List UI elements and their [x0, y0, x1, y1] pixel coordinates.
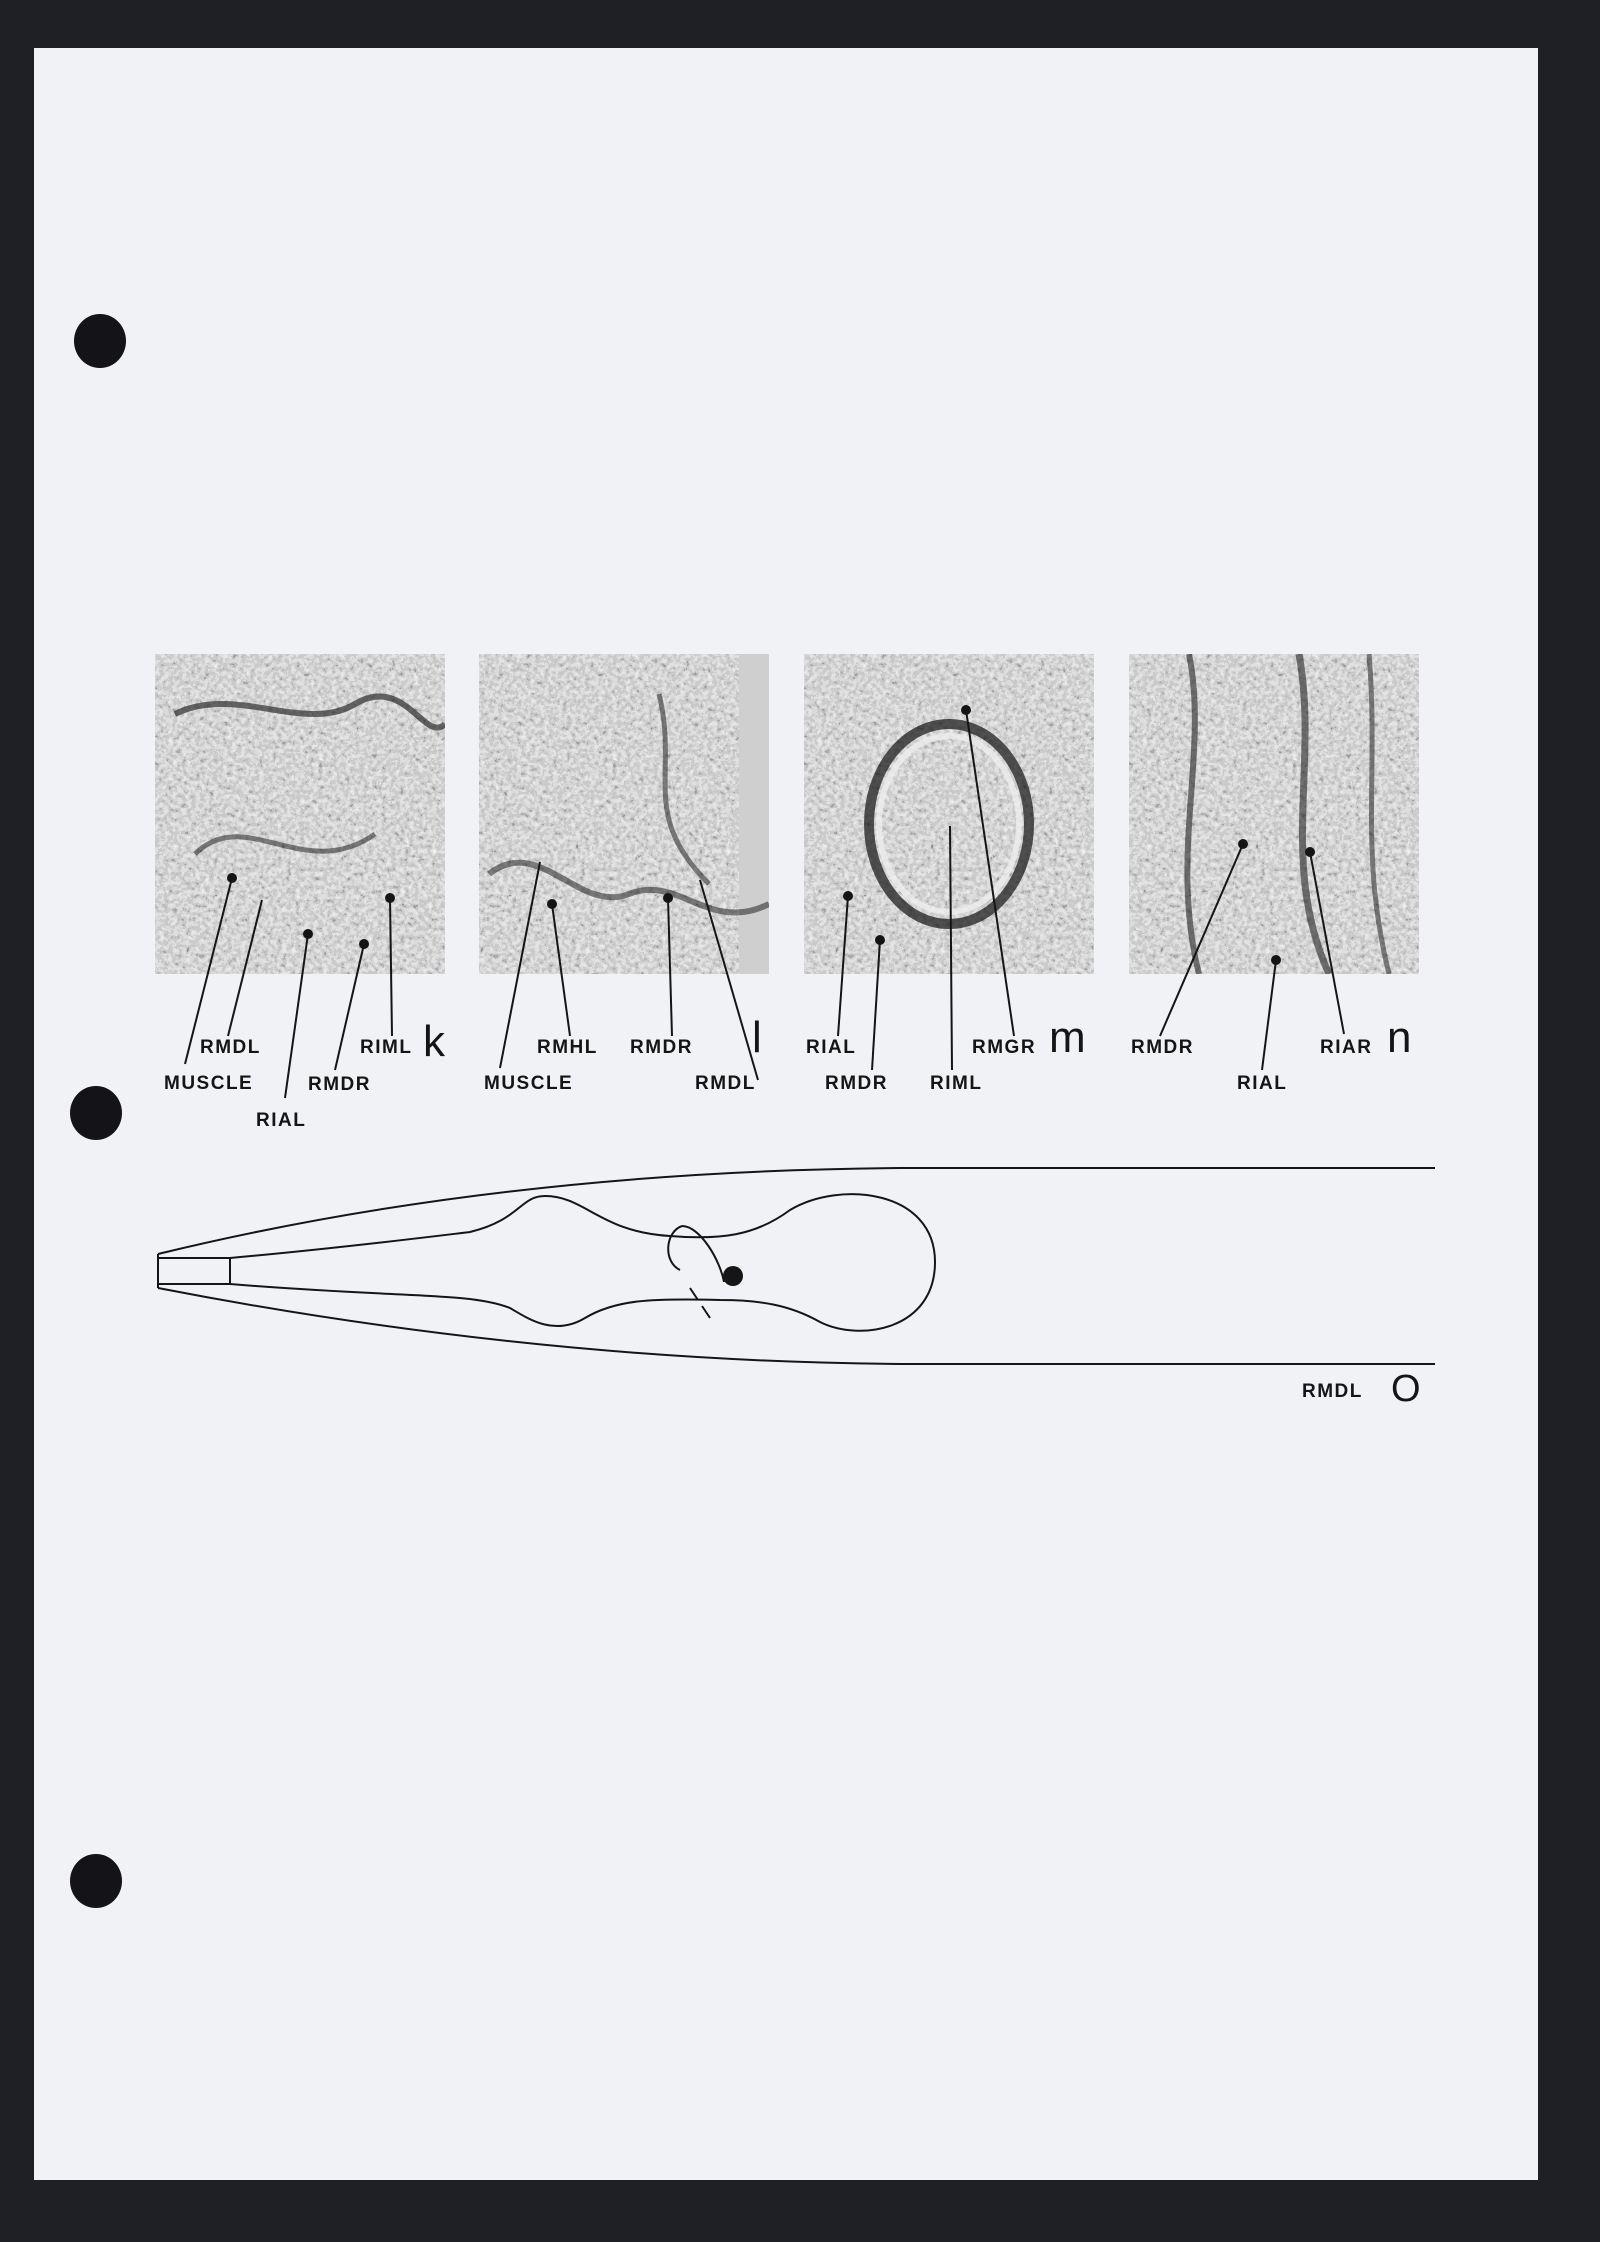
panel-letter-m: m — [1049, 1013, 1086, 1062]
panel-letter-l: l — [752, 1013, 762, 1062]
label-l-rmhl: RMHL — [537, 1037, 598, 1058]
label-n-rmdr: RMDR — [1131, 1037, 1194, 1058]
label-l-rmdl: RMDL — [695, 1073, 756, 1094]
label-l-rmdr: RMDR — [630, 1037, 693, 1058]
label-k-rmdl: RMDL — [200, 1037, 261, 1058]
panel-letter-o: O — [1391, 1368, 1421, 1410]
label-n-rial: RIAL — [1237, 1073, 1288, 1094]
label-m-riml: RIML — [930, 1073, 983, 1094]
label-m-rial: RIAL — [806, 1037, 857, 1058]
label-k-rmdr: RMDR — [308, 1074, 371, 1095]
label-m-rmgr: RMGR — [972, 1037, 1037, 1058]
label-l-muscle: MUSCLE — [484, 1073, 574, 1094]
panel-letter-n: n — [1387, 1013, 1412, 1062]
worm-diagram — [158, 1168, 1435, 1364]
label-diagram-rmdl: RMDL — [1302, 1381, 1363, 1402]
panel-letter-k: k — [423, 1017, 445, 1066]
label-k-rial: RIAL — [256, 1110, 307, 1131]
label-k-riml: RIML — [360, 1037, 413, 1058]
label-m-rmdr: RMDR — [825, 1073, 888, 1094]
label-n-riar: RIAR — [1320, 1037, 1373, 1058]
label-k-muscle: MUSCLE — [164, 1073, 254, 1094]
cell-body-marker — [723, 1266, 743, 1286]
